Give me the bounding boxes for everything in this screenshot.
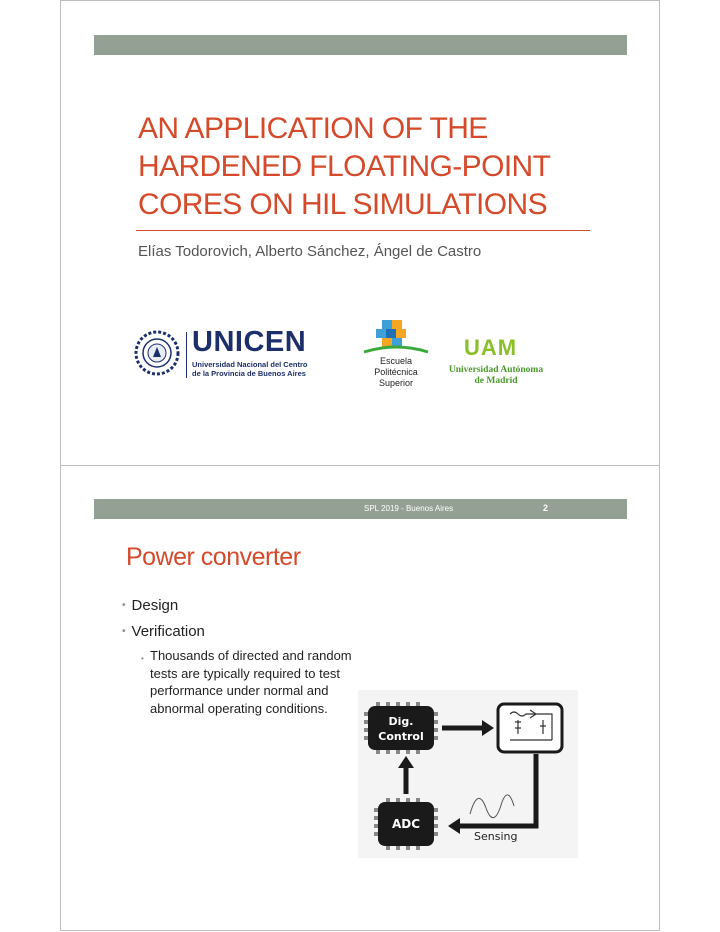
header-meta: SPL 2019 - Buenos Aires bbox=[364, 504, 454, 513]
uam-text bbox=[440, 365, 552, 387]
bullet-item bbox=[122, 623, 205, 640]
bullet-dot-icon: • bbox=[122, 600, 126, 611]
title-line: AN APPLICATION OF THE bbox=[138, 112, 488, 145]
bullet-text: Design bbox=[131, 597, 179, 614]
dig-control-chip-icon bbox=[364, 702, 438, 754]
unicen-sub-line: de la Provincia de Buenos Aires bbox=[192, 369, 306, 378]
header-bar bbox=[94, 35, 627, 55]
bullet-dot-icon: • bbox=[141, 654, 144, 663]
control-label: Control bbox=[378, 730, 424, 743]
eps-line: Superior bbox=[378, 378, 414, 388]
bullet-text: Verification bbox=[131, 623, 205, 640]
uam-mark: UAM bbox=[464, 335, 518, 360]
title-line: HARDENED FLOATING-POINT bbox=[138, 150, 551, 183]
bullet-item bbox=[122, 597, 178, 614]
title-rule bbox=[136, 230, 590, 231]
sub-bullet-text: Thousands of directed and random tests are typically required to test performance under normal and abnormal operating conditions. bbox=[150, 648, 352, 716]
eps-line: Escuela bbox=[379, 356, 413, 366]
hil-diagram bbox=[358, 690, 578, 858]
unicen-logo bbox=[130, 326, 310, 382]
unicen-separator bbox=[186, 332, 187, 378]
adc-label: ADC bbox=[391, 817, 421, 831]
header-bar bbox=[94, 499, 627, 519]
uam-logo bbox=[440, 335, 552, 390]
title-line: CORES ON HIL SIMULATIONS bbox=[138, 188, 547, 221]
unicen-name: UNICEN bbox=[192, 326, 307, 358]
sub-bullet-item bbox=[135, 647, 355, 717]
uam-line: de Madrid bbox=[474, 376, 518, 386]
page-number: 2 bbox=[543, 503, 549, 513]
slide-title: Power converter bbox=[126, 543, 301, 571]
eps-blocks-icon bbox=[360, 318, 432, 356]
dig-label: Dig. bbox=[388, 715, 414, 728]
converter-circuit-icon bbox=[498, 704, 562, 752]
eps-logo bbox=[360, 318, 440, 392]
unicen-sub-line: Universidad Nacional del Centro bbox=[192, 360, 308, 369]
sensing-label: Sensing bbox=[474, 830, 518, 843]
slide-title bbox=[138, 110, 608, 224]
unicen-seal-icon bbox=[134, 330, 180, 376]
unicen-subtitle bbox=[192, 360, 312, 378]
uam-line: Universidad Autónoma bbox=[448, 365, 544, 375]
eps-line: Politécnica bbox=[374, 367, 418, 377]
slide-divider bbox=[60, 465, 660, 466]
bullet-dot-icon: • bbox=[122, 626, 126, 637]
authors: Elías Todorovich, Alberto Sánchez, Ángel de Castro bbox=[138, 243, 482, 260]
eps-text bbox=[360, 356, 432, 389]
